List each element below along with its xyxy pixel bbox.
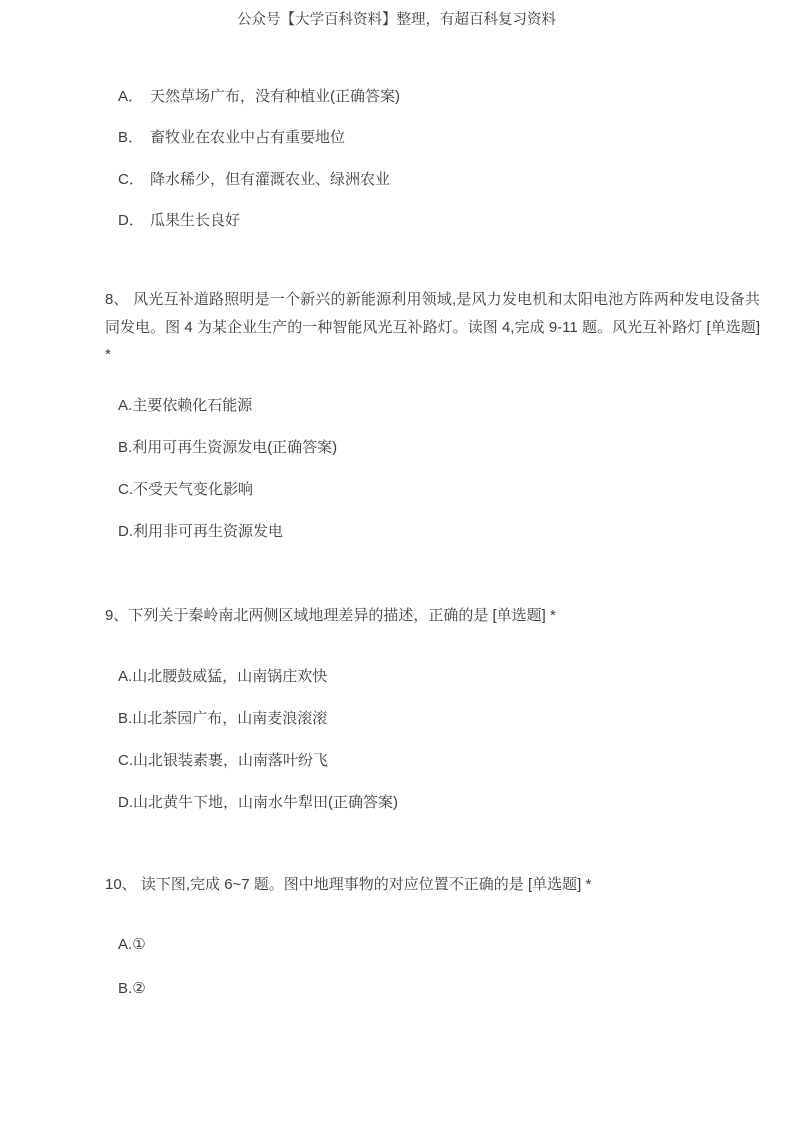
- q8-option-a: [118, 396, 758, 416]
- option-label: D.: [118, 523, 133, 540]
- option-label: B.: [118, 980, 133, 997]
- q8-option-c: [118, 480, 758, 500]
- q8-option-b: [118, 438, 758, 458]
- q9-option-d: [118, 793, 758, 813]
- option-label: B.: [118, 439, 133, 456]
- option-text: 山北银装素裹，山南落叶纷飞: [133, 752, 329, 769]
- q7-option-a: [118, 87, 758, 107]
- option-label: B．: [118, 129, 144, 146]
- option-label: B.: [118, 710, 133, 727]
- option-text: 降水稀少，但有灌溉农业、绿洲农业: [150, 171, 391, 188]
- option-label: A.: [118, 397, 133, 414]
- option-label: C．: [118, 171, 144, 188]
- option-label: C.: [118, 752, 133, 769]
- option-text: 主要依赖化石能源: [132, 397, 253, 414]
- q9-option-b: [118, 709, 758, 729]
- q8-option-d: [118, 522, 758, 542]
- option-label: C.: [118, 481, 133, 498]
- q10-option-b: [118, 979, 758, 999]
- option-label: A.: [118, 668, 133, 685]
- option-text: ②: [132, 980, 146, 997]
- option-text: 山北黄牛下地，山南水牛犁田(正确答案): [133, 794, 398, 811]
- q7-option-c: [118, 170, 758, 190]
- q8-stem: 8、 风光互补道路照明是一个新兴的新能源利用领域,是风力发电机和太阳电池方阵两种发电设备共同发电。图 4 为某企业生产的一种智能风光互补路灯。读图 4,完成 9-11 题。风光互补路灯 [单选题] *: [105, 291, 760, 363]
- option-text: 瓜果生长良好: [150, 212, 241, 229]
- q7-option-b: [118, 128, 758, 148]
- q10-option-a: [118, 935, 758, 955]
- q10-stem: 10、 读下图,完成 6~7 题。图中地理事物的对应位置不正确的是 [单选题] *: [105, 876, 592, 893]
- q9-stem: 9、下列关于秦岭南北两侧区域地理差异的描述，正确的是 [单选题] *: [105, 607, 556, 624]
- q7-option-d: [118, 211, 758, 231]
- option-text: 畜牧业在农业中占有重要地位: [150, 129, 346, 146]
- option-label: D．: [118, 212, 144, 229]
- option-text: 不受天气变化影响: [133, 481, 254, 498]
- q9-option-a: [118, 667, 758, 687]
- option-text: 利用非可再生资源发电: [133, 523, 284, 540]
- option-label: A.: [118, 936, 133, 953]
- option-text: 利用可再生资源发电(正确答案): [132, 439, 338, 456]
- option-text: 山北茶园广布，山南麦浪滚滚: [132, 710, 328, 727]
- option-text: 天然草场广布，没有种植业(正确答案): [150, 88, 400, 105]
- option-text: ①: [132, 936, 146, 953]
- option-label: D.: [118, 794, 133, 811]
- q9-option-c: [118, 751, 758, 771]
- option-text: 山北腰鼓威猛，山南锅庄欢快: [132, 668, 328, 685]
- page-header: 公众号【大学百科资料】整理，有超百科复习资料: [237, 12, 556, 28]
- option-label: A．: [118, 88, 144, 105]
